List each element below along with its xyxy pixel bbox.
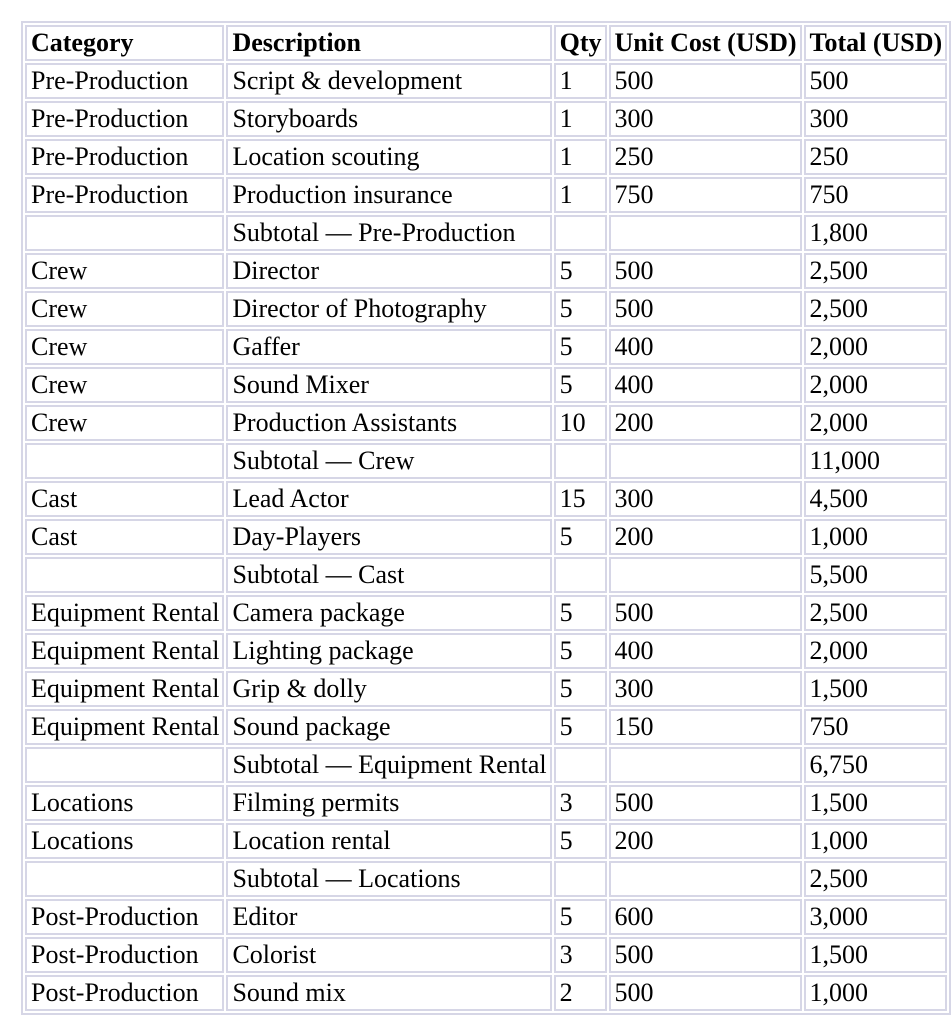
- cell-total[interactable]: 4,500: [804, 481, 948, 517]
- cell-qty[interactable]: 5: [554, 595, 607, 631]
- cell-description[interactable]: Production insurance: [226, 177, 551, 213]
- cell-qty[interactable]: 15: [554, 481, 607, 517]
- cell-category[interactable]: Pre-Production: [25, 139, 224, 175]
- cell-category[interactable]: Equipment Rental: [25, 671, 224, 707]
- cell-qty[interactable]: 5: [554, 367, 607, 403]
- cell-qty[interactable]: 5: [554, 253, 607, 289]
- cell-description[interactable]: Filming permits: [226, 785, 551, 821]
- table-row: [25, 101, 947, 137]
- cell-qty[interactable]: [554, 861, 607, 897]
- cell-category[interactable]: Crew: [25, 253, 224, 289]
- cell-unit-cost[interactable]: 400: [609, 367, 802, 403]
- cell-description[interactable]: Script & development: [226, 63, 551, 99]
- cell-unit-cost[interactable]: [609, 215, 802, 251]
- cell-qty[interactable]: 5: [554, 823, 607, 859]
- cell-category[interactable]: Post-Production: [25, 975, 224, 1011]
- cell-category[interactable]: Crew: [25, 367, 224, 403]
- cell-unit-cost[interactable]: [609, 861, 802, 897]
- cell-qty[interactable]: [554, 215, 607, 251]
- cell-qty[interactable]: 5: [554, 671, 607, 707]
- cell-category[interactable]: Pre-Production: [25, 63, 224, 99]
- cell-qty[interactable]: 3: [554, 937, 607, 973]
- cell-qty[interactable]: 10: [554, 405, 607, 441]
- table-row: [25, 671, 947, 707]
- cell-total[interactable]: 300: [804, 101, 948, 137]
- cell-unit-cost[interactable]: [609, 557, 802, 593]
- cell-category[interactable]: Equipment Rental: [25, 633, 224, 669]
- cell-subtotal-label[interactable]: Subtotal — Equipment Rental: [226, 747, 551, 783]
- cell-subtotal-label[interactable]: Subtotal — Crew: [226, 443, 551, 479]
- cell-total[interactable]: 3,000: [804, 899, 948, 935]
- cell-total[interactable]: 1,500: [804, 785, 948, 821]
- cell-unit-cost[interactable]: 500: [609, 937, 802, 973]
- cell-total[interactable]: 2,000: [804, 329, 948, 365]
- cell-subtotal-total[interactable]: 11,000: [804, 443, 948, 479]
- cell-description[interactable]: Camera package: [226, 595, 551, 631]
- table-body: [25, 63, 947, 1011]
- cell-qty[interactable]: 2: [554, 975, 607, 1011]
- cell-description[interactable]: Lead Actor: [226, 481, 551, 517]
- cell-qty[interactable]: 5: [554, 899, 607, 935]
- cell-unit-cost[interactable]: 300: [609, 101, 802, 137]
- cell-description[interactable]: Location scouting: [226, 139, 551, 175]
- cell-category[interactable]: [25, 861, 224, 897]
- cell-total[interactable]: 500: [804, 63, 948, 99]
- cell-category[interactable]: Crew: [25, 291, 224, 327]
- header-category[interactable]: Category: [25, 25, 224, 61]
- cell-unit-cost[interactable]: [609, 443, 802, 479]
- table-row: [25, 519, 947, 555]
- cell-qty[interactable]: 1: [554, 101, 607, 137]
- table-row: [25, 823, 947, 859]
- cell-unit-cost[interactable]: 250: [609, 139, 802, 175]
- cell-total[interactable]: 250: [804, 139, 948, 175]
- cell-qty[interactable]: 5: [554, 633, 607, 669]
- table-row: [25, 481, 947, 517]
- table-row: [25, 937, 947, 973]
- cell-qty[interactable]: [554, 747, 607, 783]
- cell-description[interactable]: Production Assistants: [226, 405, 551, 441]
- cell-unit-cost[interactable]: 500: [609, 63, 802, 99]
- cell-category[interactable]: Equipment Rental: [25, 595, 224, 631]
- header-unit-cost[interactable]: Unit Cost (USD): [609, 25, 802, 61]
- cell-description[interactable]: Director of Photography: [226, 291, 551, 327]
- cell-unit-cost[interactable]: 300: [609, 671, 802, 707]
- cell-description[interactable]: Location rental: [226, 823, 551, 859]
- cell-unit-cost[interactable]: 500: [609, 253, 802, 289]
- cell-unit-cost[interactable]: 500: [609, 785, 802, 821]
- cell-total[interactable]: 1,000: [804, 823, 948, 859]
- subtotal-row: [25, 215, 947, 251]
- cell-total[interactable]: 1,500: [804, 937, 948, 973]
- cell-subtotal-label[interactable]: Subtotal — Cast: [226, 557, 551, 593]
- cell-description[interactable]: Gaffer: [226, 329, 551, 365]
- cell-unit-cost[interactable]: 750: [609, 177, 802, 213]
- cell-unit-cost[interactable]: 400: [609, 329, 802, 365]
- cell-category[interactable]: [25, 215, 224, 251]
- cell-unit-cost[interactable]: 400: [609, 633, 802, 669]
- cell-total[interactable]: 2,000: [804, 367, 948, 403]
- cell-description[interactable]: Storyboards: [226, 101, 551, 137]
- table-row: [25, 177, 947, 213]
- cell-category[interactable]: Pre-Production: [25, 101, 224, 137]
- cell-category[interactable]: Post-Production: [25, 899, 224, 935]
- cell-subtotal-label[interactable]: Subtotal — Pre-Production: [226, 215, 551, 251]
- cell-unit-cost[interactable]: 500: [609, 975, 802, 1011]
- cell-category[interactable]: [25, 747, 224, 783]
- budget-table: [21, 21, 951, 1015]
- cell-category[interactable]: Post-Production: [25, 937, 224, 973]
- subtotal-row: [25, 861, 947, 897]
- cell-total[interactable]: 1,000: [804, 975, 948, 1011]
- cell-subtotal-total[interactable]: 2,500: [804, 861, 948, 897]
- header-qty[interactable]: Qty: [554, 25, 607, 61]
- cell-description[interactable]: Day-Players: [226, 519, 551, 555]
- table-row: [25, 975, 947, 1011]
- table-row: [25, 329, 947, 365]
- cell-description[interactable]: Sound mix: [226, 975, 551, 1011]
- cell-unit-cost[interactable]: 200: [609, 823, 802, 859]
- cell-category[interactable]: Locations: [25, 823, 224, 859]
- cell-subtotal-total[interactable]: 1,800: [804, 215, 948, 251]
- cell-total[interactable]: 2,500: [804, 291, 948, 327]
- table-row: [25, 709, 947, 745]
- cell-total[interactable]: 750: [804, 177, 948, 213]
- header-description[interactable]: Description: [226, 25, 551, 61]
- cell-unit-cost[interactable]: 200: [609, 405, 802, 441]
- cell-category[interactable]: Crew: [25, 329, 224, 365]
- cell-category[interactable]: Equipment Rental: [25, 709, 224, 745]
- table-row: [25, 367, 947, 403]
- cell-qty[interactable]: 1: [554, 63, 607, 99]
- table-row: [25, 405, 947, 441]
- subtotal-row: [25, 557, 947, 593]
- cell-category[interactable]: Pre-Production: [25, 177, 224, 213]
- cell-subtotal-label[interactable]: Subtotal — Locations: [226, 861, 551, 897]
- cell-description[interactable]: Director: [226, 253, 551, 289]
- cell-description[interactable]: Sound Mixer: [226, 367, 551, 403]
- cell-total[interactable]: 1,500: [804, 671, 948, 707]
- subtotal-row: [25, 747, 947, 783]
- cell-qty[interactable]: 5: [554, 709, 607, 745]
- cell-unit-cost[interactable]: 150: [609, 709, 802, 745]
- cell-qty[interactable]: [554, 443, 607, 479]
- cell-total[interactable]: 2,500: [804, 253, 948, 289]
- subtotal-row: [25, 443, 947, 479]
- cell-total[interactable]: 2,000: [804, 633, 948, 669]
- cell-category[interactable]: [25, 557, 224, 593]
- cell-category[interactable]: Crew: [25, 405, 224, 441]
- cell-category[interactable]: Cast: [25, 481, 224, 517]
- table-row: [25, 595, 947, 631]
- header-row: [25, 25, 947, 61]
- table-row: [25, 785, 947, 821]
- cell-unit-cost[interactable]: 500: [609, 595, 802, 631]
- cell-category[interactable]: Cast: [25, 519, 224, 555]
- cell-category[interactable]: [25, 443, 224, 479]
- table-row: [25, 63, 947, 99]
- header-total[interactable]: Total (USD): [804, 25, 948, 61]
- cell-description[interactable]: Grip & dolly: [226, 671, 551, 707]
- table-row: [25, 291, 947, 327]
- cell-unit-cost[interactable]: 300: [609, 481, 802, 517]
- cell-subtotal-total[interactable]: 6,750: [804, 747, 948, 783]
- table-row: [25, 253, 947, 289]
- cell-qty[interactable]: 3: [554, 785, 607, 821]
- cell-unit-cost[interactable]: 600: [609, 899, 802, 935]
- cell-description[interactable]: Sound package: [226, 709, 551, 745]
- cell-unit-cost[interactable]: [609, 747, 802, 783]
- cell-total[interactable]: 750: [804, 709, 948, 745]
- table-row: [25, 139, 947, 175]
- cell-qty[interactable]: 5: [554, 329, 607, 365]
- cell-description[interactable]: Editor: [226, 899, 551, 935]
- cell-unit-cost[interactable]: 200: [609, 519, 802, 555]
- cell-qty[interactable]: 1: [554, 139, 607, 175]
- cell-description[interactable]: Colorist: [226, 937, 551, 973]
- table-row: [25, 899, 947, 935]
- cell-category[interactable]: Locations: [25, 785, 224, 821]
- cell-qty[interactable]: [554, 557, 607, 593]
- cell-qty[interactable]: 1: [554, 177, 607, 213]
- cell-qty[interactable]: 5: [554, 519, 607, 555]
- table-row: [25, 633, 947, 669]
- cell-unit-cost[interactable]: 500: [609, 291, 802, 327]
- cell-subtotal-total[interactable]: 5,500: [804, 557, 948, 593]
- cell-total[interactable]: 2,500: [804, 595, 948, 631]
- cell-description[interactable]: Lighting package: [226, 633, 551, 669]
- cell-total[interactable]: 2,000: [804, 405, 948, 441]
- cell-total[interactable]: 1,000: [804, 519, 948, 555]
- cell-qty[interactable]: 5: [554, 291, 607, 327]
